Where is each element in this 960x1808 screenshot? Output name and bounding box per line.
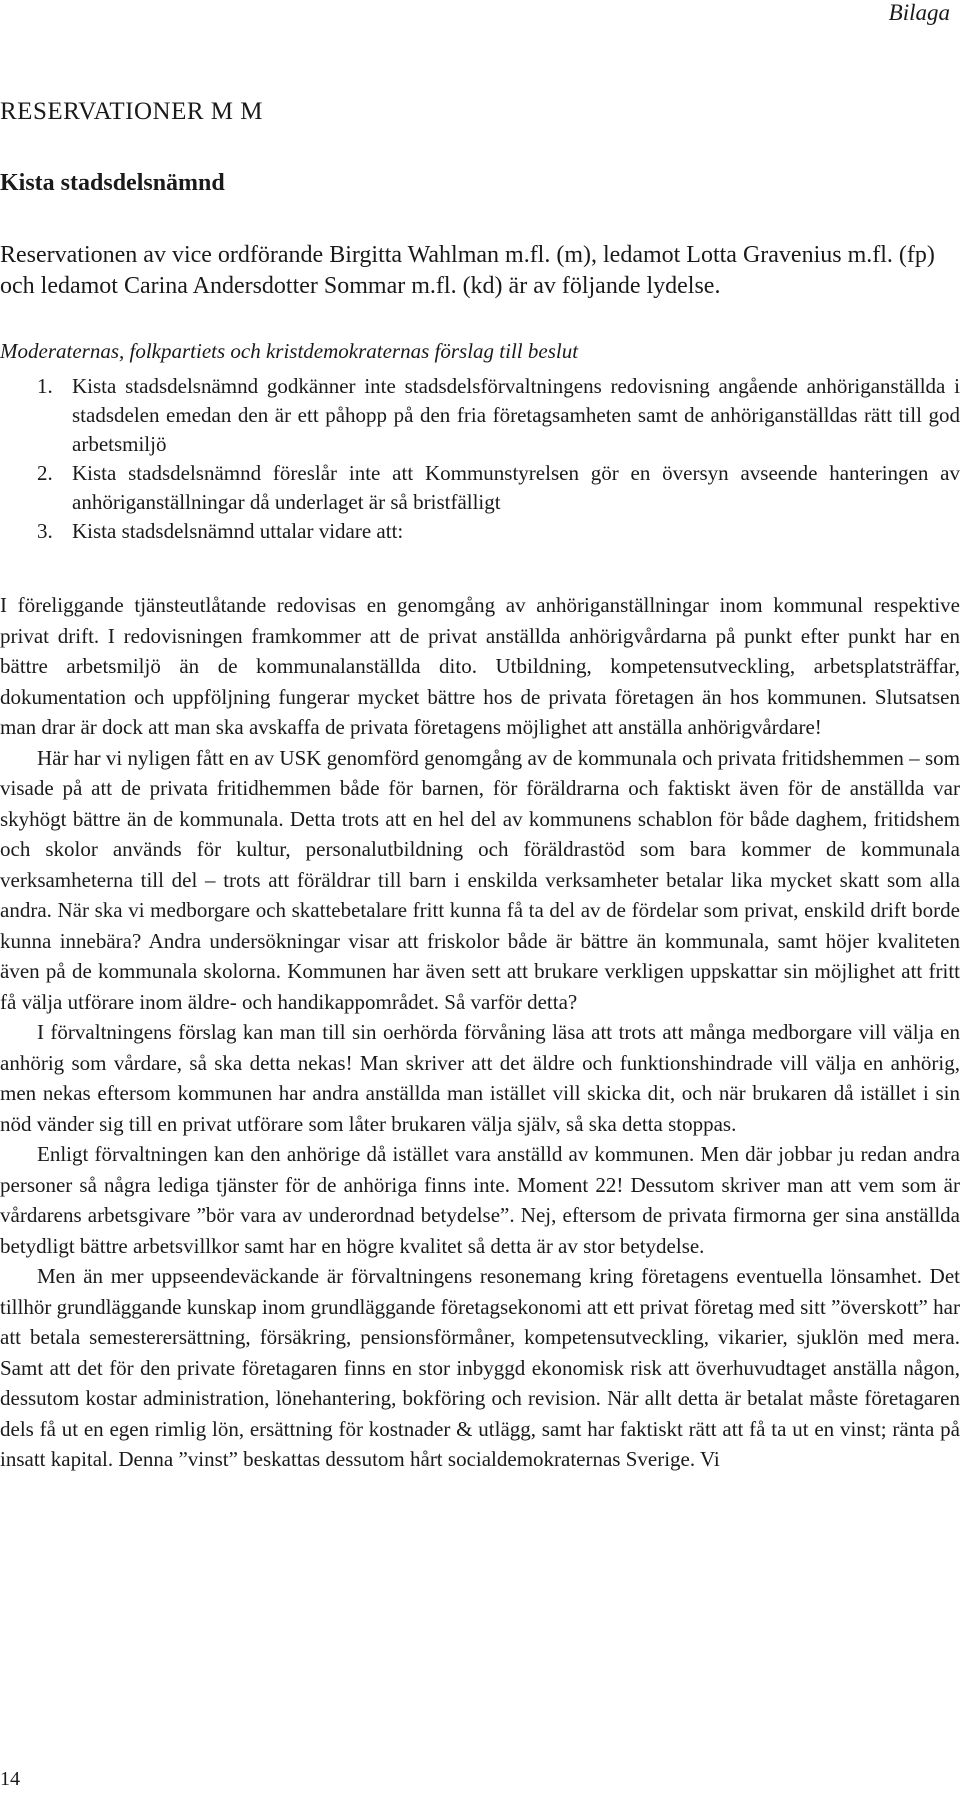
list-item xyxy=(0,459,960,517)
list-item-text: Kista stadsdelsnämnd godkänner inte stadsdelsförvaltningens redovisning angående anhöriganställda i stadsdelen emedan den är ett påhopp på den fria företagsamheten samt de anhöriganställdas rätt till god arbetsmiljö xyxy=(72,374,960,456)
body-paragraph: I föreliggande tjänsteutlåtande redovisas en genomgång av anhöriganställningar inom kommunal respektive privat drift. I redovisningen framkommer att de privat anställda anhörigvårdarna på punkt efter punkt har en bättre arbetsmiljö än de kommunalanställda dito. Utbildning, kompetensutveckling, arbetsplatsträffar, dokumentation och uppföljning fungerar mycket bättre hos de privata företagen än hos kommunen. Slutsatsen man drar är dock att man ska avskaffa de privata företagens möjlighet att anställa anhörigvårdare! xyxy=(0,593,960,739)
body-paragraph: Men än mer uppseendeväckande är förvaltningens resonemang kring företagens eventuella lönsamhet. Det tillhör grundläggande kunskap inom grundläggande företagsekonomi att ett privat företag med sitt ”överskott” har att betala semesterersättning, försäkring, pensionsförmåner, kompetensutveckling, vikarier, sjuklön med mera. Samt att det för den private företagaren finns en stor inbyggd ekonomisk risk att överhuvudtaget anställa någon, dessutom kostar administration, lönehantering, bokföring och revision. När allt detta är betalat måste företagaren dels få ut en egen rimlig lön, ersättning för kostnader & utlägg, samt har faktiskt rätt att få ta ut en vinst; ränta på insatt kapital. Denna ”vinst” beskattas dessutom hårt socialdemokraternas Sverige. Vi xyxy=(0,1264,960,1471)
intro-paragraph: Reservationen av vice ordförande Birgitta Wahlman m.fl. (m), ledamot Lotta Gravenius m.fl. (fp) och ledamot Carina Andersdotter Sommar m.fl. (kd) är av följande lydelse. xyxy=(0,242,935,299)
proposal-title: Moderaternas, folkpartiets och kristdemokraternas förslag till beslut xyxy=(0,339,579,363)
page-heading: RESERVATIONER M M xyxy=(0,98,264,125)
list-item-number: 1. xyxy=(37,374,53,398)
list-item-number: 2. xyxy=(37,461,53,485)
committee-heading: Kista stadsdelsnämnd xyxy=(0,170,225,196)
list-item-text: Kista stadsdelsnämnd föreslår inte att Kommunstyrelsen gör en översyn avseende hanteringen av anhöriganställningar då underlaget är så bristfälligt xyxy=(72,461,960,514)
attachment-label: Bilaga xyxy=(888,0,950,25)
page-number: 14 xyxy=(0,1768,20,1790)
proposal-list xyxy=(0,372,960,546)
body-paragraph: Enligt förvaltningen kan den anhörige då istället vara anställd av kommunen. Men där jobbar ju redan andra personer så några lediga tjänster för de anhöriga finns inte. Moment 22! Dessutom skriver man att vem som är vårdarens arbetsgivare ”bör vara av underordnad betydelse”. Nej, eftersom de privata firmorna ger sina anställda betydligt bättre arbetsvillkor samt har en högre kvalitet så detta är av stor betydelse. xyxy=(0,1142,960,1258)
list-item xyxy=(0,372,960,459)
list-item-number: 3. xyxy=(37,519,53,543)
list-item xyxy=(0,517,960,546)
body-paragraph: I förvaltningens förslag kan man till sin oerhörda förvåning läsa att trots att många medborgare vill välja en anhörig som vårdare, så ska detta nekas! Man skriver att det äldre och funktionshindrade vill välja en anhörig, men nekas eftersom kommunen har andra anställda man istället vill skicka dit, och när brukaren då istället i sin nöd vänder sig till en privat utförare som låter brukaren välja själv, så ska detta stoppas. xyxy=(0,1020,960,1136)
body-text xyxy=(0,590,960,1475)
list-item-text: Kista stadsdelsnämnd uttalar vidare att: xyxy=(72,519,404,543)
body-paragraph: Här har vi nyligen fått en av USK genomförd genomgång av de kommunala och privata fritidshemmen – som visade på att de privata fritidhemmen både för barnen, för föräldrarna och faktiskt även för de anställda var skyhögt bättre än de kommunala. Detta trots att en hel del av kommunens schablon för både daghem, fritidshem och skolor används för kultur, personalutbildning och föräldrastöd som bara kommer de kommunala verksamheterna till del – trots att föräldrar till barn i enskilda verksamheter betalar lika mycket skatt som alla andra. När ska vi medborgare och skattebetalare fritt kunna få ta del av de fördelar som privat, enskild drift borde kunna innebära? Andra undersökningar visar att friskolor både är bättre än kommunala, samt höjer kvaliteten även på de kommunala skolorna. Kommunen har även sett att brukare verkligen uppskattar sin möjlighet att fritt få välja utförare inom äldre- och handikappområdet. Så varför detta? xyxy=(0,745,960,1014)
